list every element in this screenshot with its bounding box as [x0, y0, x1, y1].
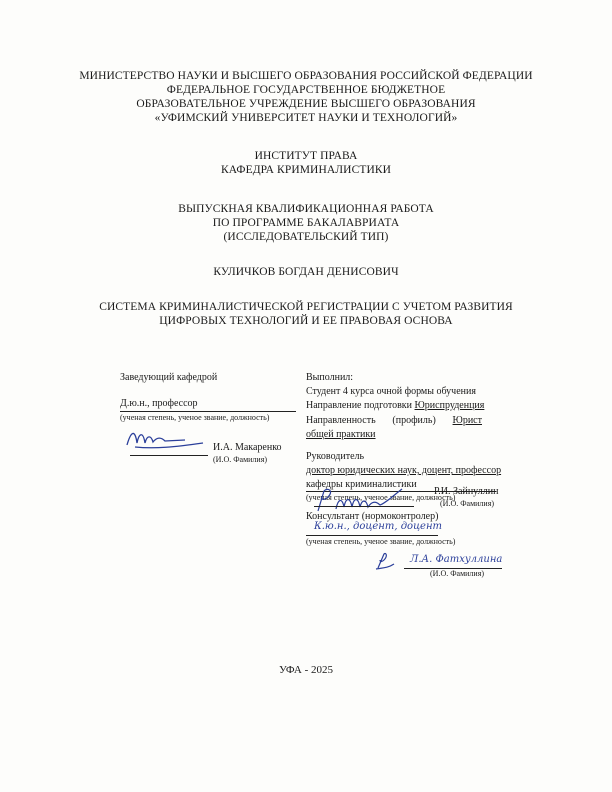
thesis-title-line-2: ЦИФРОВЫХ ТЕХНОЛОГИЙ И ЕЕ ПРАВОВАЯ ОСНОВА: [159, 315, 453, 327]
supervisor-label: Руководитель: [306, 451, 365, 462]
head-of-dept-label: Заведующий кафедрой: [120, 372, 218, 383]
consultant-degree-caption: (ученая степень, ученое звание, должность): [306, 537, 456, 546]
head-of-dept-signature-rule: [130, 455, 208, 456]
university-name: «УФИМСКИЙ УНИВЕРСИТЕТ НАУКИ И ТЕХНОЛОГИЙ»: [154, 112, 458, 124]
student-course: Студент 4 курса очной формы обучения: [306, 386, 476, 397]
student-profile-value: Юрист общей практики: [306, 415, 482, 440]
department-name: КАФЕДРА КРИМИНАЛИСТИКИ: [220, 164, 392, 176]
institute-name: ИНСТИТУТ ПРАВА: [254, 150, 358, 162]
thesis-title-line-1: СИСТЕМА КРИМИНАЛИСТИЧЕСКОЙ РЕГИСТРАЦИИ С УЧЕТОМ РАЗВИТИЯ: [99, 301, 513, 313]
student-profile: [306, 414, 482, 442]
head-of-dept-degree: Д.ю.н., профессор: [120, 398, 198, 409]
institution-type-line-2: ОБРАЗОВАТЕЛЬНОЕ УЧРЕЖДЕНИЕ ВЫСШЕГО ОБРАЗОВАНИЯ: [136, 98, 476, 110]
supervisor-degree-caption: (ученая степень, ученое звание, должность): [306, 493, 456, 502]
head-of-dept-degree-caption: (ученая степень, ученое звание, должность): [120, 413, 270, 422]
author-name: КУЛИЧКОВ БОГДАН ДЕНИСОВИЧ: [213, 266, 399, 278]
work-type-line-1: ВЫПУСКНАЯ КВАЛИФИКАЦИОННАЯ РАБОТА: [178, 203, 434, 215]
consultant-degree-handwritten: К.ю.н., доцент, доцент: [314, 521, 443, 532]
consultant-signature: [372, 552, 396, 572]
consultant-name-caption: (И.О. Фамилия): [430, 569, 485, 578]
head-of-dept-degree-rule: [120, 411, 296, 412]
supervisor-name-caption: (И.О. Фамилия): [440, 499, 495, 508]
consultant-label: Консультант (нормоконтролер): [306, 511, 439, 522]
head-of-dept-signature: [125, 425, 205, 455]
supervisor-signature-rule: [314, 506, 414, 507]
student-profile-prefix: Направленность (профиль): [306, 415, 436, 426]
supervisor-name: Р.И. Зайнуллин: [434, 486, 499, 497]
work-type-line-3: (ИССЛЕДОВАТЕЛЬСКИЙ ТИП): [223, 231, 389, 243]
head-of-dept-name-caption: (И.О. Фамилия): [213, 455, 268, 464]
student-direction-value: Юриспруденция: [414, 400, 485, 411]
consultant-name-handwritten: Л.А. Фатхуллина: [410, 554, 503, 565]
city-year: УФА - 2025: [278, 664, 334, 676]
head-of-dept-name: И.А. Макаренко: [213, 442, 282, 453]
ministry-line: МИНИСТЕРСТВО НАУКИ И ВЫСШЕГО ОБРАЗОВАНИЯ РОССИЙСКОЙ ФЕДЕРАЦИИ: [79, 70, 533, 82]
supervisor-degree-line-1: доктор юридических наук, доцент, профессор: [306, 465, 502, 476]
student-direction-prefix: Направление подготовки: [306, 400, 413, 411]
supervisor-degree-line-2: кафедры криминалистики: [306, 479, 417, 490]
consultant-degree-rule: [306, 535, 438, 536]
work-type-line-2: ПО ПРОГРАММЕ БАКАЛАВРИАТА: [212, 217, 400, 229]
student-label: Выполнил:: [306, 372, 354, 383]
student-direction: [306, 400, 484, 411]
institution-type-line: ФЕДЕРАЛЬНОЕ ГОСУДАРСТВЕННОЕ БЮДЖЕТНОЕ: [166, 84, 446, 96]
